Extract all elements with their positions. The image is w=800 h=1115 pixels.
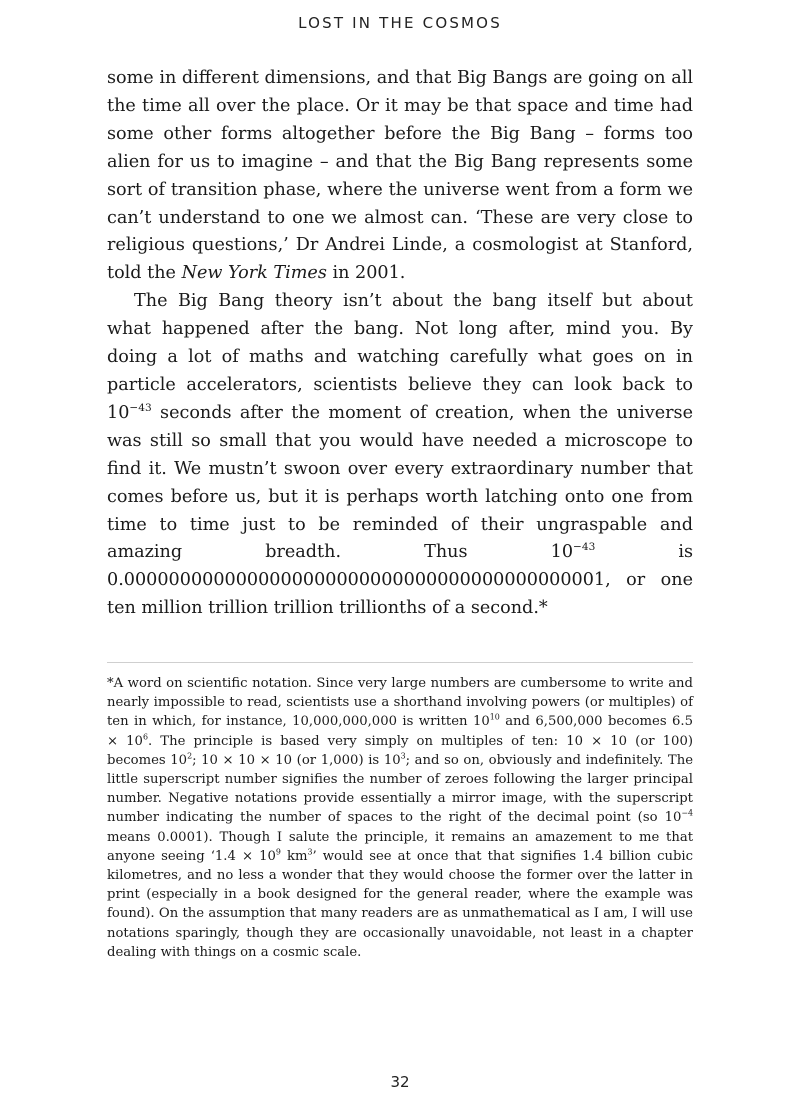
paragraph-1	[107, 65, 693, 288]
footnote	[107, 674, 693, 962]
paragraph-1-end: in 2001.	[326, 263, 406, 284]
footnote-base-3: 10	[383, 752, 401, 768]
footnote-part-e: ; and so on, obviously and indefinitely. The little superscript number signifies the number of zeroes following the larger principal number. Negative notations provide essentially a mirror image, with the superscript number indicating the number of spaces to the right of the decimal point (so	[107, 752, 694, 826]
footnote-exp-10: 10	[489, 713, 500, 723]
long-decimal-number: 0.0000000000000000000000000000000000000000001,	[107, 570, 611, 591]
paragraph-1-text: some in different dimensions, and that Big Bangs are going on all the time all over the place. Or it may be that space and time had some other forms altogether before the Big Bang – forms too alien for us to imagine – and that the Big Bang represents some sort of transition phase, where the universe went from a form we can’t understand to one we almost can. ‘These are very close to religious questions,’ Dr Andrei Linde, a cosmologist at Stanford, told the	[107, 68, 693, 284]
paragraph-2-text: The Big Bang theory isn’t about the bang itself but about what happened after the bang. Not long after, mind you. By doing a lot of maths and watching carefully what goes on in particle accelerators, scientists believe they can look back to	[107, 291, 693, 395]
paragraph-2	[107, 288, 693, 623]
footnote-exp-9: 9	[275, 847, 281, 857]
page-number: 32	[390, 1073, 410, 1091]
power-of-ten-exponent-2: −43	[573, 541, 596, 554]
footnote-part-g: km	[280, 848, 308, 864]
power-of-ten-base: 10	[107, 402, 130, 423]
paragraph-2-end: or one ten million trillion trillion trillionths of a second.*	[107, 570, 693, 619]
footnote-text	[107, 674, 693, 962]
footnote-exp-km: 3	[307, 847, 313, 857]
footnote-base-neg4: 10	[664, 810, 682, 826]
footnote-exp-3: 3	[400, 751, 406, 761]
footnote-base-6: 10	[126, 733, 143, 749]
footnote-part-d: ; 10 × 10 × 10 (or 1,000) is	[192, 752, 384, 768]
running-head: LOST IN THE COSMOS	[298, 14, 502, 32]
footnote-part-b: and 6,500,000 becomes 6.5 ×	[107, 714, 693, 749]
paragraph-2-text-cont: seconds after the moment of creation, when the universe was still so small that you would have needed a microscope to find it. We mustn’t swoon over every extraordinary number that comes before us, but it is perhaps worth latching onto one from time to time just to be reminded of their ungraspable and amazing breadth. Thus	[107, 402, 693, 563]
footnote-base-9: 10	[259, 848, 276, 864]
footnote-exp-neg4: −4	[681, 809, 693, 819]
main-text	[107, 65, 693, 623]
footnote-base-2: 10	[170, 752, 188, 768]
paragraph-2-is: is	[595, 542, 694, 563]
newspaper-title: New York Times	[181, 263, 327, 284]
footnote-part-h: ’ would see at once that that signifies 1.4 billion cubic kilometres, and no less a wonder that they would choose the former over the latter in print (especially in a book designed for the general reader, where the example was found). On the assumption that many readers are as unmathematical as I am, I will use notations sparingly, though they are occasionally unavoidable, not least in a chapter dealing with things on a cosmic scale.	[107, 848, 693, 960]
footnote-exp-6: 6	[142, 732, 148, 742]
power-of-ten-base-2: 10	[550, 542, 574, 563]
footnote-part-f: means 0.0001). Though I salute the principle, it remains an amazement to me that anyone seeing ‘1.4 ×	[107, 829, 693, 864]
footnote-part-c: . The principle is based very simply on multiples of ten: 10 × 10 (or 100) becomes	[107, 733, 693, 768]
footnote-exp-2: 2	[187, 751, 193, 761]
power-of-ten-exponent: −43	[129, 402, 152, 415]
footnote-divider	[107, 662, 693, 663]
footnote-base-10: 10	[472, 714, 490, 730]
footnote-part-a: *A word on scientific notation. Since very large numbers are cumbersome to write and nearly impossible to read, scientists use a shorthand involving powers (or multiples) of ten in which, for instance, 10,000,000,000 is written	[107, 676, 693, 730]
